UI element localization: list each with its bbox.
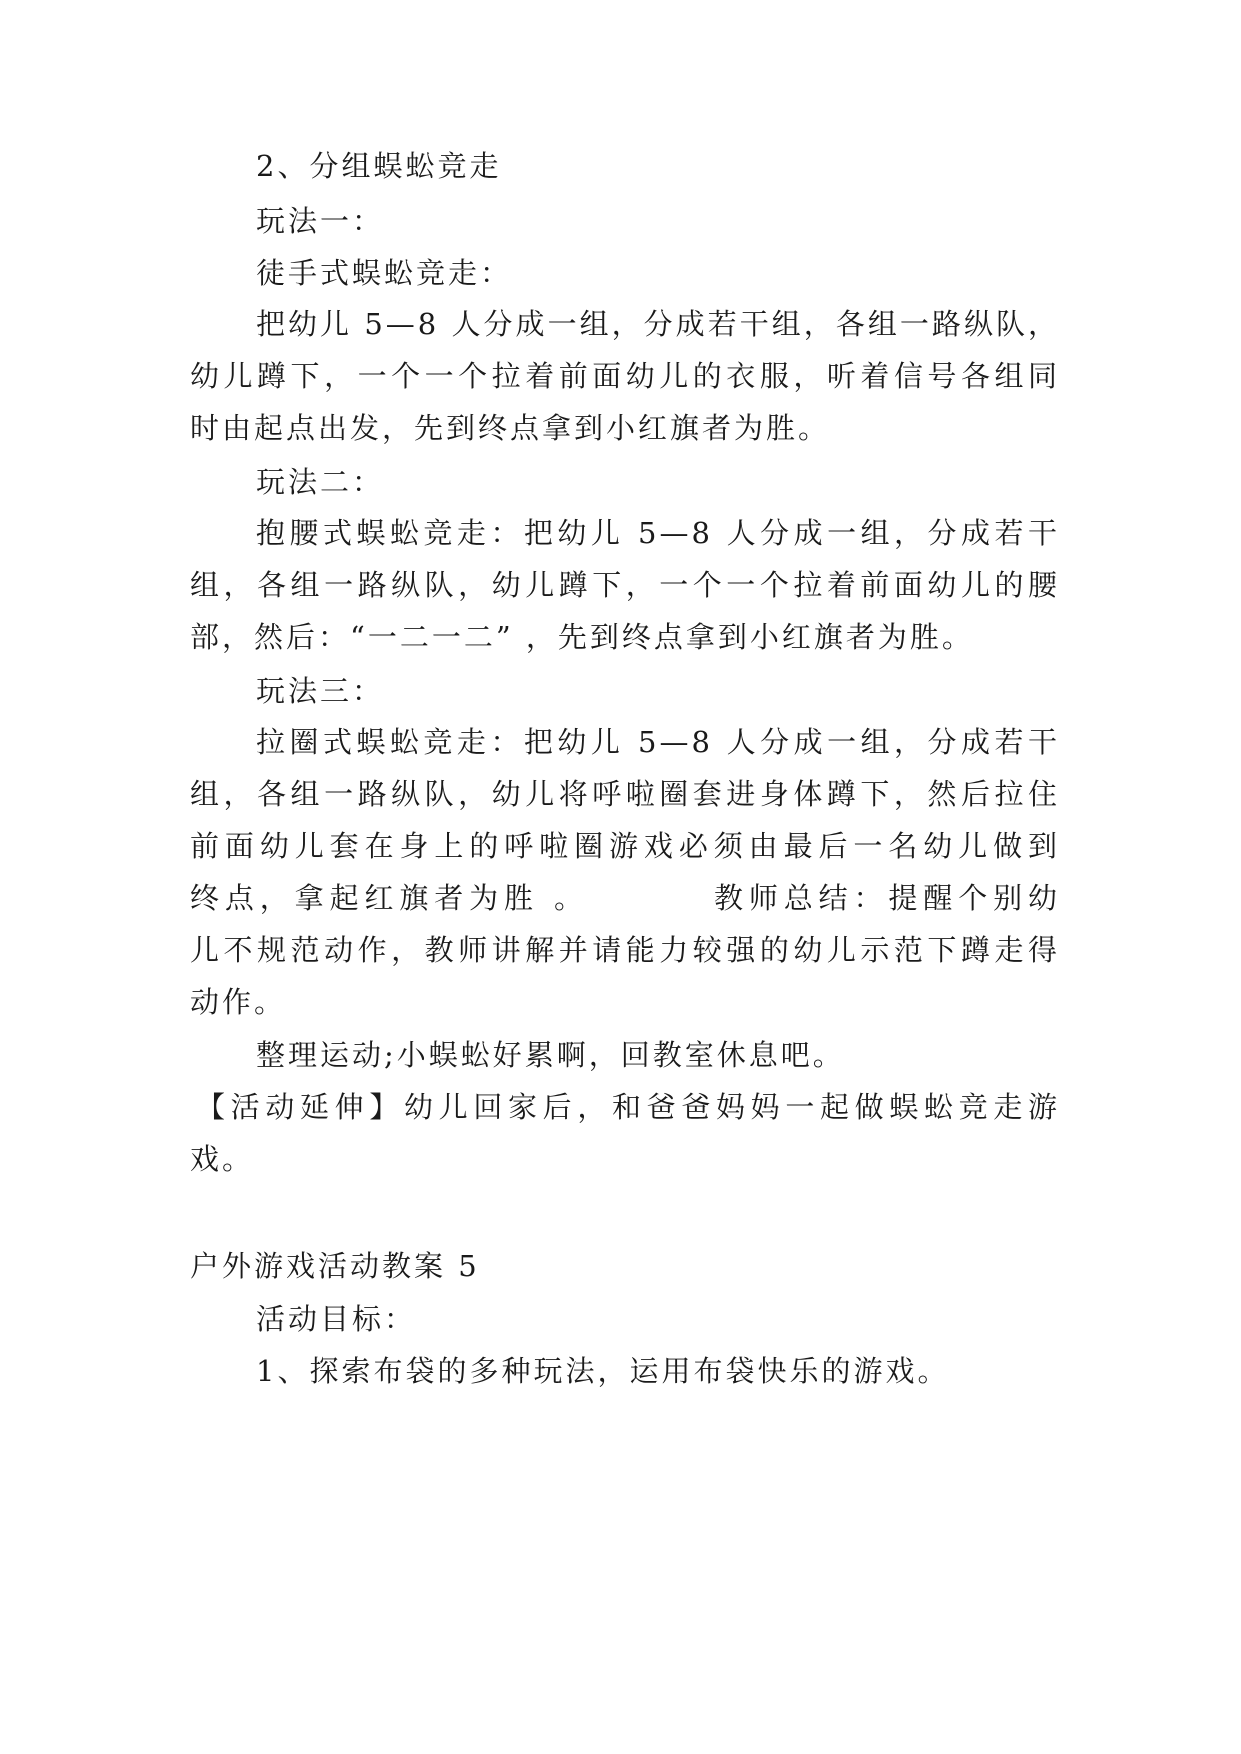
play-method-two-label: 玩法二：	[256, 465, 385, 499]
paragraph-line: 徒手式蜈蚣竞走：	[256, 256, 513, 290]
paragraph-line: 【活动延伸】幼儿回家后，和爸爸妈妈一起做蜈蚣竞走游	[196, 1090, 1060, 1124]
paragraph-line: 抱腰式蜈蚣竞走：把幼儿 5—8 人分成一组，分成若干	[256, 516, 1060, 550]
paragraph-line: 组，各组一路纵队，幼儿蹲下，一个一个拉着前面幼儿的腰	[190, 568, 1060, 602]
paragraph-line: 儿不规范动作，教师讲解并请能力较强的幼儿示范下蹲走得	[190, 933, 1060, 967]
paragraph-line: 动作。	[190, 985, 287, 1019]
paragraph-line: 戏。	[190, 1142, 255, 1176]
paragraph-line: 前面幼儿套在身上的呼啦圈游戏必须由最后一名幼儿做到	[190, 829, 1060, 863]
play-method-three-label: 玩法三：	[256, 674, 385, 708]
activity-goal-label: 活动目标：	[256, 1302, 417, 1336]
paragraph-line: 组，各组一路纵队，幼儿将呼啦圈套进身体蹲下，然后拉住	[190, 777, 1060, 811]
paragraph-line: 把幼儿 5—8 人分成一组，分成若干组，各组一路纵队，	[256, 307, 1060, 341]
play-method-one-label: 玩法一：	[256, 204, 385, 238]
paragraph-line: 时由起点出发，先到终点拿到小红旗者为胜。	[190, 411, 831, 445]
paragraph-line: 1、探索布袋的多种玩法，运用布袋快乐的游戏。	[256, 1354, 950, 1388]
paragraph-line: 拉圈式蜈蚣竞走：把幼儿 5—8 人分成一组，分成若干	[256, 725, 1060, 759]
paragraph-line: 部，然后：“一二一二” ，先到终点拿到小红旗者为胜。	[190, 620, 974, 654]
section-title: 户外游戏活动教案 5	[190, 1249, 480, 1283]
paragraph-line: 幼儿蹲下，一个一个拉着前面幼儿的衣服，听着信号各组同	[190, 359, 1060, 393]
paragraph-line: 整理运动;小蜈蚣好累啊，回教室休息吧。	[256, 1038, 845, 1072]
paragraph-line: 终点，拿起红旗者为胜 。 教师总结：提醒个别幼	[190, 881, 1060, 915]
section-heading: 2、分组蜈蚣竞走	[256, 149, 502, 183]
